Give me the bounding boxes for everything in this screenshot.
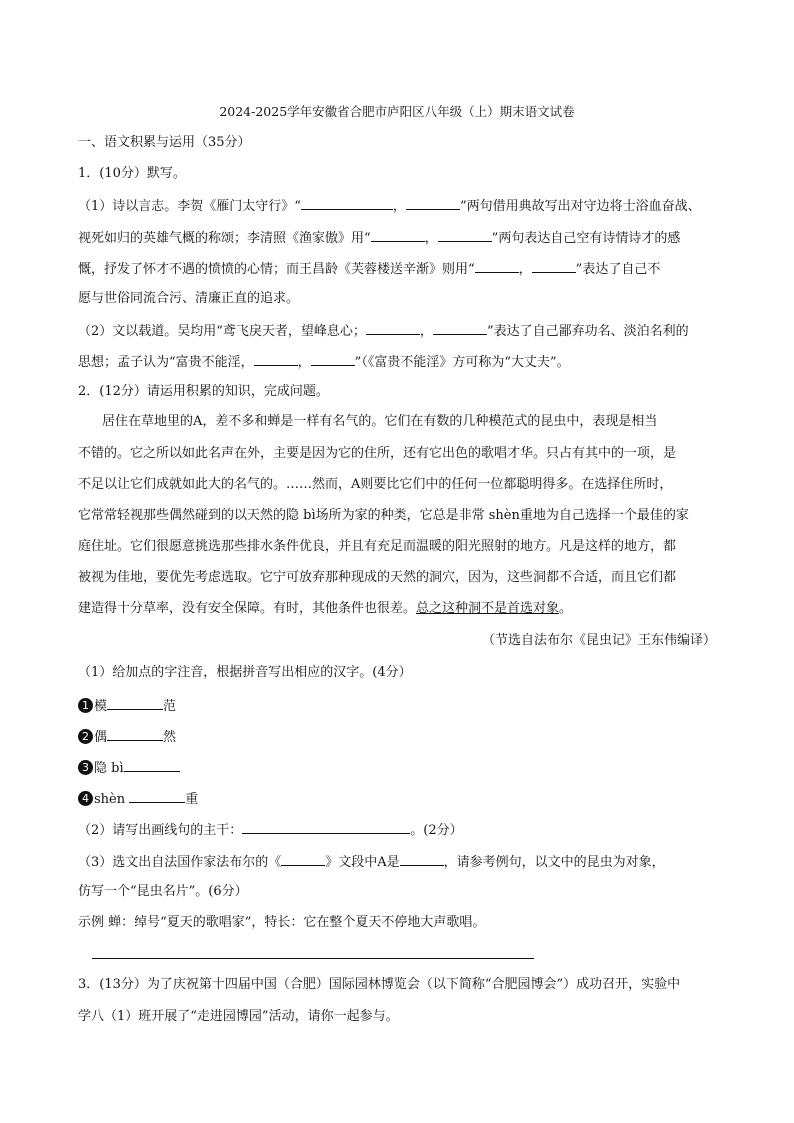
question-2-head: 2．(12分）请运用积累的知识，完成问题。 <box>78 384 329 399</box>
passage-source: （节选自法布尔《昆虫记》王东伟编译） <box>481 633 716 648</box>
answer-blank[interactable] <box>301 196 393 210</box>
passage-line: 不足以让它们成就如此大的名气的。……然而，A则要比它们中的任何一位都聪明得多。在选择住所时， <box>78 477 673 492</box>
q1-line: （1）诗以言志。李贺《雁门太守行》“ ， ”两句借用典故写出对守边将士浴血奋战、 <box>78 196 701 216</box>
q1-line: 思想；孟子认为“富贵不能淫， ， ”（《富贵不能淫》方可称为“大丈夫”。 <box>78 352 570 372</box>
answer-line[interactable] <box>92 958 534 959</box>
section-heading: 一、语文积累与运用（35分） <box>78 135 251 150</box>
pinyin-item: 1 模 范 <box>78 696 176 716</box>
answer-blank[interactable] <box>107 727 163 741</box>
answer-blank[interactable] <box>406 196 460 210</box>
page-title: 2024-2025学年安徽省合肥市庐阳区八年级（上）期末语文试卷 <box>219 104 575 119</box>
passage-line: 居住在草地里的A，差不多和蝉是一样有名气的。它们在有数的几种模范式的昆虫中，表现是相当 <box>102 414 658 429</box>
answer-blank[interactable] <box>107 696 163 710</box>
passage-line: 庭住址。它们很愿意挑选那些排水条件优良，并且有充足而温暖的阳光照射的地方。凡是这样的地方，都 <box>78 539 677 554</box>
q1-line: （2）文以载道。吴均用“鸢飞戾天者，望峰息心； ， ”表达了自己鄙弃功名、淡泊名利的 <box>78 321 689 341</box>
underlined-sentence: 总之这种洞不是首选对象 <box>416 601 560 616</box>
answer-blank[interactable] <box>400 852 444 866</box>
example-line: 示例 蝉：绰号“夏天的歌唱家”，特长：它在整个夏天不停地大声歌唱。 <box>78 915 486 930</box>
answer-blank[interactable] <box>254 352 298 366</box>
answer-blank[interactable] <box>311 352 355 366</box>
question-1-head: 1．(10分）默写。 <box>78 166 186 181</box>
passage-line: 建造得十分草率，没有安全保障。有时，其他条件也很差。总之这种洞不是首选对象。 <box>78 601 573 616</box>
answer-blank[interactable] <box>281 852 325 866</box>
sub-question-2: （2）请写出画线句的主干： 。(2分） <box>78 820 463 840</box>
q1-line: 愿与世俗同流合污、清廉正直的追求。 <box>78 291 300 306</box>
answer-blank[interactable] <box>242 820 410 834</box>
q1-line: 慨，抒发了怀才不遇的愤愤的心情；而王昌龄《芙蓉楼送辛渐》则用“ ， ”表达了自己不 <box>78 259 660 279</box>
answer-blank[interactable] <box>475 259 519 273</box>
passage-line: 不错的。它之所以如此名声在外，主要是因为它的住所，还有它出色的歌唱才华。只占有其中的一项，是 <box>78 446 677 461</box>
answer-blank[interactable] <box>438 228 492 242</box>
question-3-line: 学八（1）班开展了“走进园博园”活动，请你一起参与。 <box>78 1009 399 1024</box>
circled-number: 1 <box>78 698 93 713</box>
answer-blank[interactable] <box>532 259 576 273</box>
sub-question-1: （1）给加点的字注音，根据拼音写出相应的汉字。(4分） <box>78 665 412 680</box>
answer-blank[interactable] <box>129 789 185 803</box>
answer-blank[interactable] <box>366 321 420 335</box>
answer-blank[interactable] <box>371 228 425 242</box>
answer-blank[interactable] <box>433 321 487 335</box>
circled-number: 3 <box>78 760 93 775</box>
question-3-line: 3．(13分）为了庆祝第十四届中国（合肥）国际园林博览会（以下简称“合肥园博会”）成功召开，实验中 <box>78 977 681 992</box>
q1-line: 视死如归的英雄气概的称颂；李清照《渔家傲》用“ ， ”两句表达自己空有诗情诗才的感 <box>78 228 680 248</box>
circled-number: 4 <box>78 791 93 806</box>
pinyin-item: 3 隐 bì <box>78 758 180 778</box>
pinyin-item: 2 偶 然 <box>78 727 176 747</box>
passage-line: 被视为佳地，要优先考虑选取。它宁可放弃那种现成的天然的洞穴，因为，这些洞都不合适，而且它们都 <box>78 570 677 585</box>
sub-question-3: 仿写一个“昆虫名片”。(6分） <box>78 884 248 899</box>
circled-number: 2 <box>78 729 93 744</box>
passage-line: 它常常轻视那些偶然碰到的以天然的隐 bì场所为家的种类，它总是非常 shèn重地为自己选择一个最佳的家 <box>78 508 689 523</box>
pinyin-item: 4 shèn 重 <box>78 789 198 809</box>
answer-blank[interactable] <box>124 758 180 772</box>
sub-question-3: （3）选文出自法国作家法布尔的《 》文段中A是 ，请参考例句，以文中的昆虫为对象， <box>78 852 665 872</box>
